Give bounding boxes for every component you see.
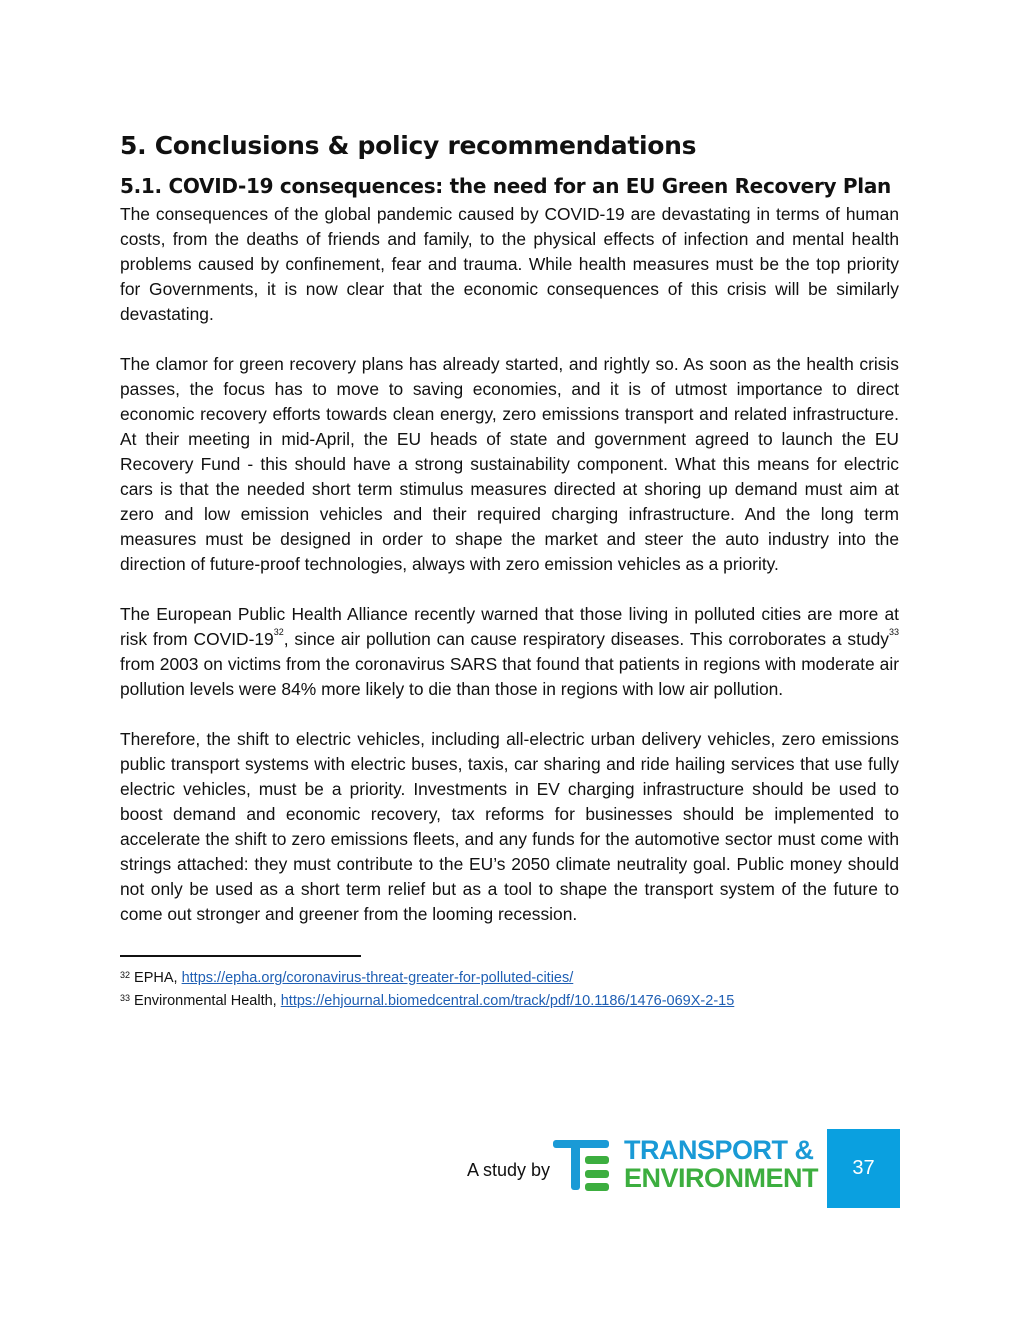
page-number: 37: [852, 1157, 875, 1179]
footnote-link[interactable]: https://ehjournal.biomedcentral.com/track/pdf/10.1186/1476-069X-2-15: [280, 993, 735, 1009]
paragraph-3-part-c: from 2003 on victims from the coronavirus SARS that found that patients in regions with moderate air pollution levels were 84% more likely to die than those in regions with low air pollution.: [120, 654, 899, 699]
te-logo: [553, 1135, 819, 1194]
paragraph-3-part-b: , since air pollution can cause respiratory diseases. This corroborates a study: [283, 629, 889, 649]
logo-line-environment: ENVIRONMENT: [624, 1163, 819, 1193]
subsection-heading: 5.1. COVID-19 consequences: the need for an EU Green Recovery Plan: [120, 174, 891, 198]
footnote-number: 32: [120, 970, 131, 980]
study-by-label: A study by: [467, 1160, 551, 1180]
te-logo-mark-icon: [553, 1138, 613, 1194]
footnote-ref-33[interactable]: 33: [888, 627, 899, 637]
te-logo-wordmark: [624, 1136, 818, 1192]
section-heading: 5. Conclusions & policy recommendations: [120, 131, 697, 160]
footnote-source: Environmental Health,: [134, 993, 281, 1009]
footnotes: [120, 965, 734, 1011]
paragraph-1: The consequences of the global pandemic caused by COVID-19 are devastating in terms of human costs, from the deaths of friends and family, to the physical effects of infection and mental health problems caused by confinement, fear and trauma. While health measures must be the top priority for Governments, it is now clear that the economic consequences of this crisis will be similarly devastating.: [120, 204, 899, 324]
paragraph-3: [120, 602, 899, 702]
footnote-32: [120, 965, 734, 988]
page-content: [120, 128, 899, 927]
footnote-source: EPHA,: [134, 970, 182, 986]
footnote-number: 33: [120, 993, 131, 1003]
footnote-divider: [120, 955, 361, 957]
footnote-link[interactable]: https://epha.org/coronavirus-threat-greater-for-polluted-cities/: [181, 970, 574, 986]
footnote-ref-32[interactable]: 32: [273, 627, 284, 637]
paragraph-2: The clamor for green recovery plans has already started, and rightly so. As soon as the health crisis passes, the focus has to move to saving economies, and it is of utmost importance to direct economic recovery efforts towards clean energy, zero emissions transport and related infrastructure. At their meeting in mid-April, the EU heads of state and government agreed to launch the EU Recovery Fund - this should have a strong sustainability component. What this means for electric cars is that the needed short term stimulus measures directed at shoring up demand must aim at zero and low emission vehicles and their required charging infrastructure. And the long term measures must be designed in order to shape the market and steer the auto industry into the direction of future-proof technologies, always with zero emission vehicles as a priority.: [120, 354, 899, 574]
paragraph-3-part-a: The European Public Health Alliance recently warned that those living in polluted cities are more at risk from COVID-19: [120, 604, 899, 649]
paragraph-4: Therefore, the shift to electric vehicles, including all-electric urban delivery vehicles, zero emissions public transport systems with electric buses, taxis, car sharing and ride hailing services that use fully electric vehicles, must be a priority. Investments in EV charging infrastructure should be used to boost demand and economic recovery, tax reforms for businesses should be implemented to accelerate the shift to zero emissions fleets, and any funds for the automotive sector must come with strings attached: they must contribute to the EU’s 2050 climate neutrality goal. Public money should not only be used as a short term relief but as a tool to shape the transport system of the future to come out stronger and greener from the looming recession.: [120, 729, 899, 924]
logo-line-transport: TRANSPORT &: [624, 1135, 814, 1165]
footnote-33: [120, 988, 734, 1011]
page-number-badge: [827, 1129, 900, 1208]
